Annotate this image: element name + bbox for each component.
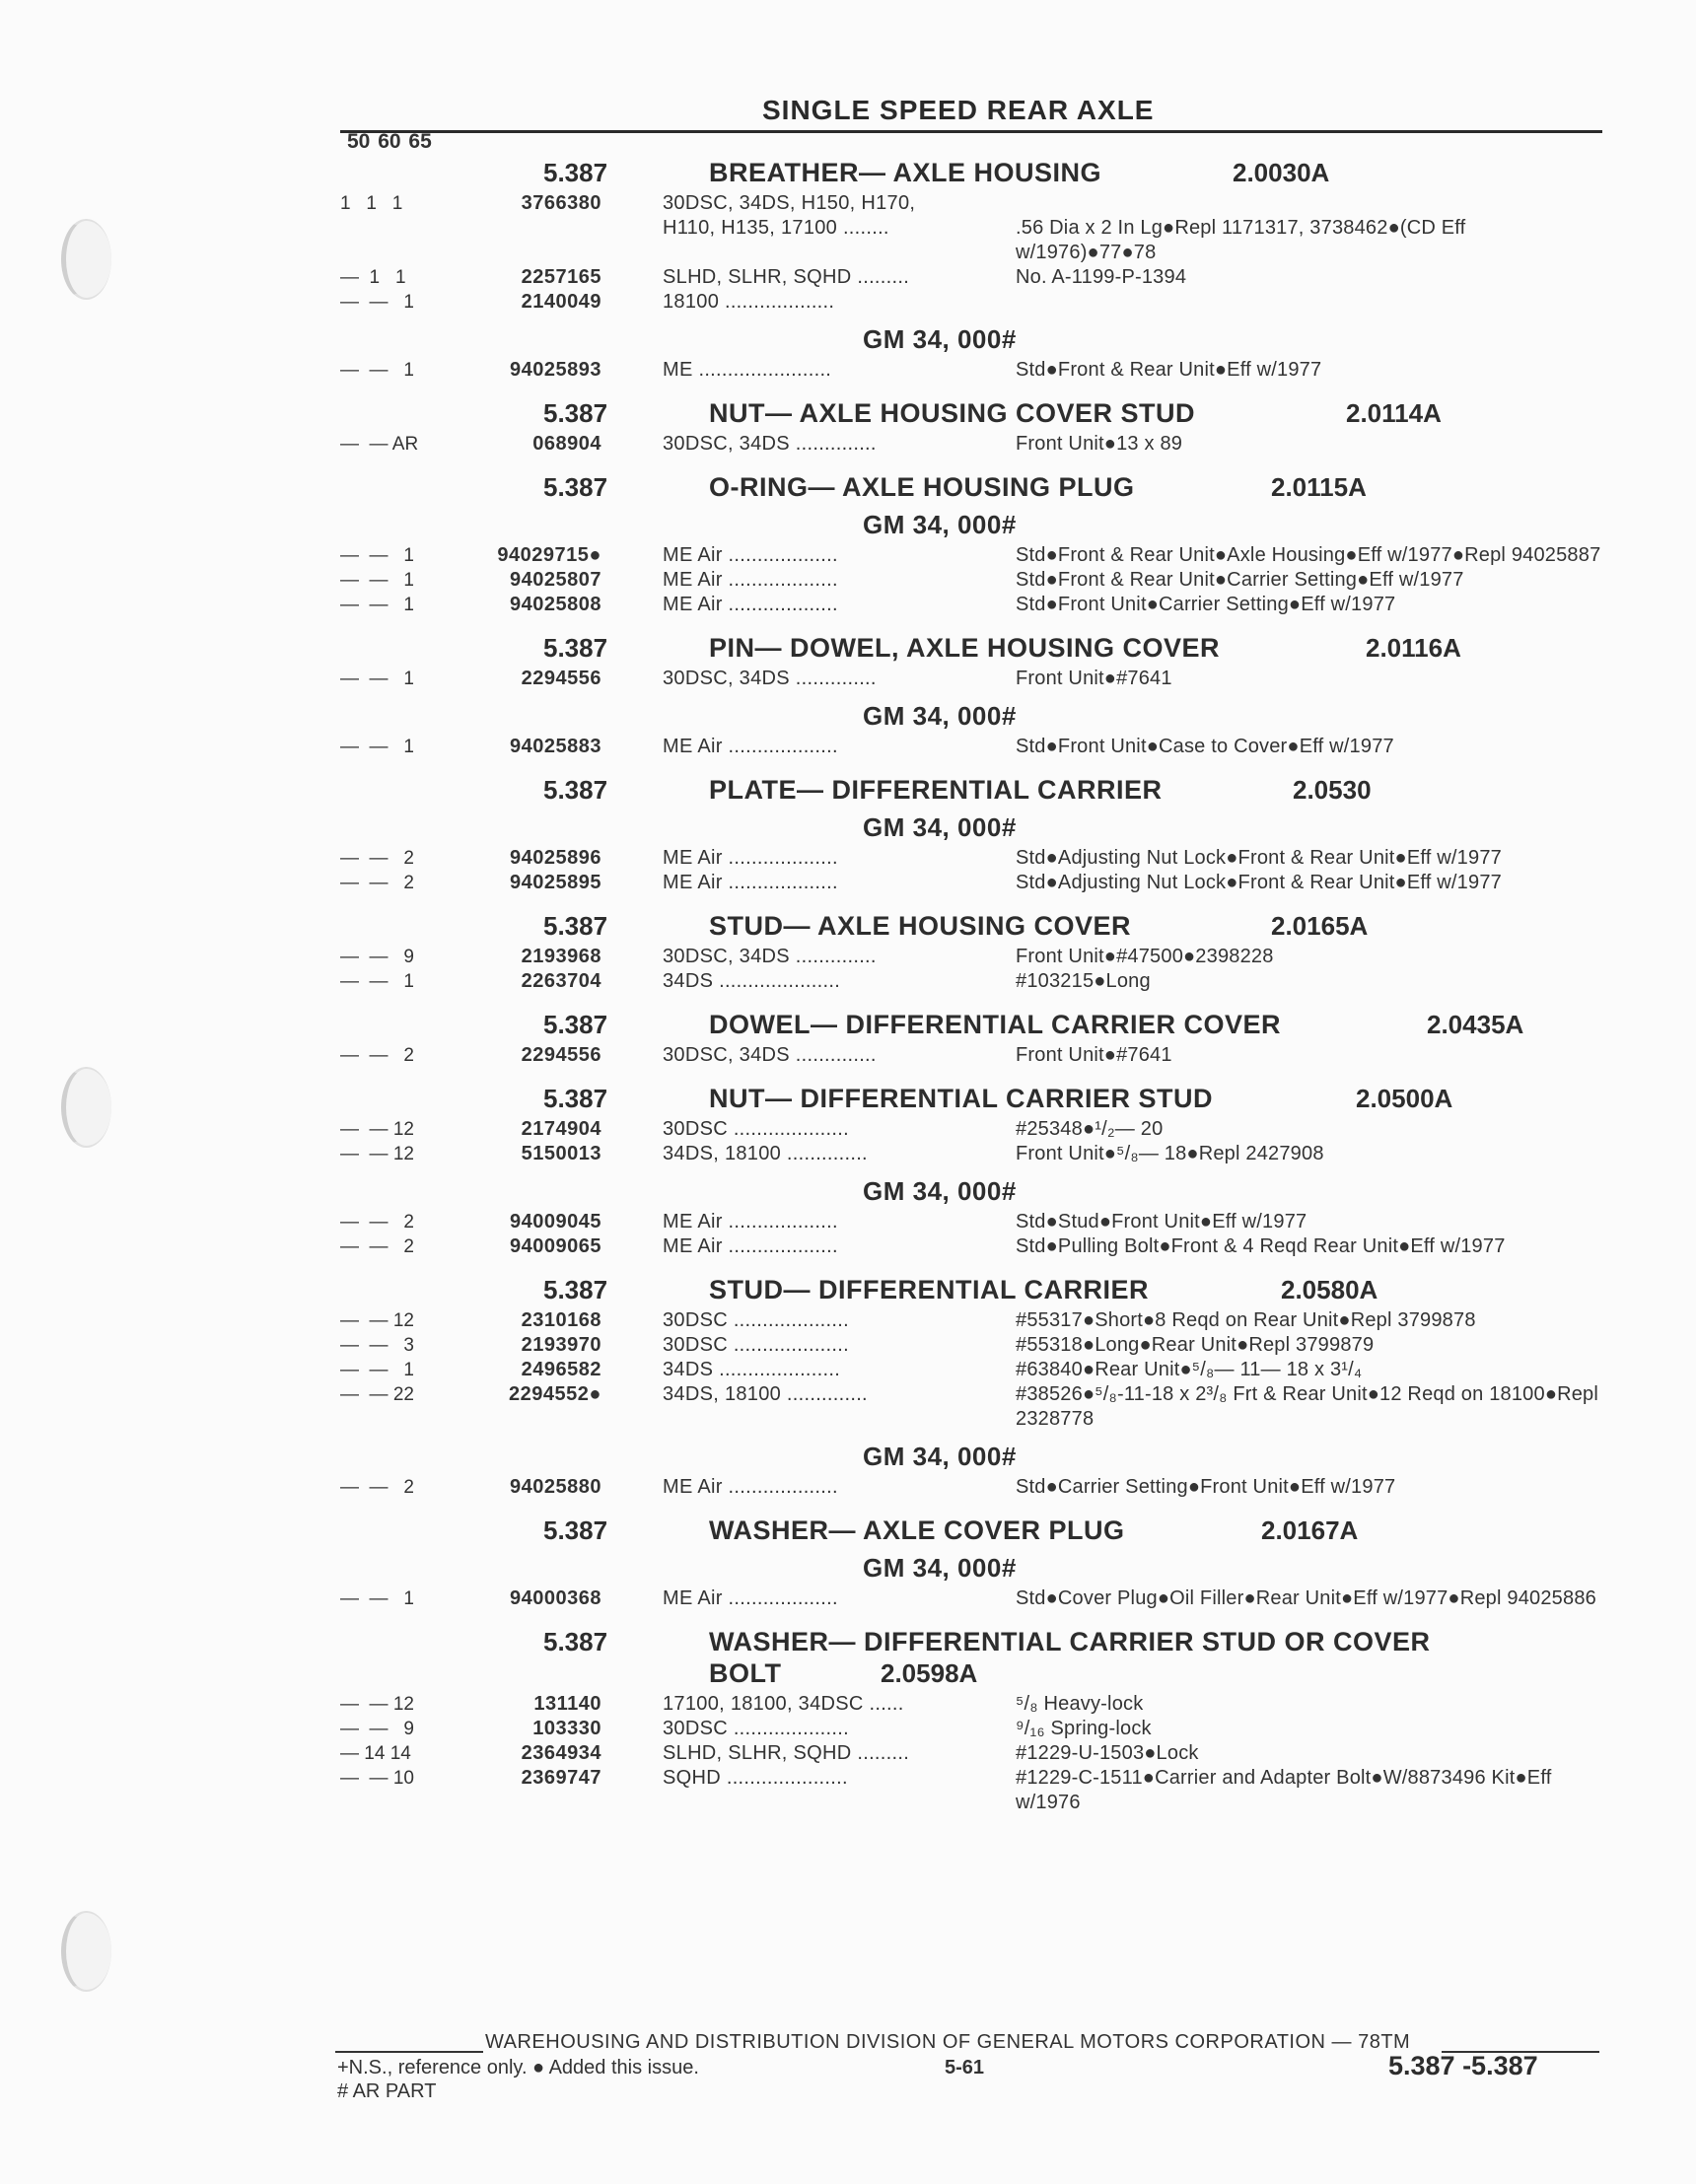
binder-hole <box>61 1911 111 1992</box>
model-application: SLHD, SLHR, SQHD ......... <box>663 266 910 288</box>
part-number: 94025893 <box>510 359 601 381</box>
gm-weight-heading <box>340 1549 1602 1586</box>
page-number: 5-61 <box>945 2057 985 2078</box>
model-application: ME Air ................... <box>663 544 838 566</box>
footer-ar-note: # AR PART <box>337 2080 437 2102</box>
section-name: STUD— DIFFERENTIAL CARRIER <box>709 1275 1150 1304</box>
section-code: 2.0030A <box>1233 158 1330 187</box>
model-application: SLHD, SLHR, SQHD ......... <box>663 1742 910 1764</box>
part-number: 2193970 <box>521 1334 601 1356</box>
quantity-columns: — — 1 <box>340 669 414 689</box>
section-code: 2.0580A <box>1281 1275 1378 1304</box>
section-heading <box>340 1617 1602 1692</box>
model-application: ME ....................... <box>663 359 832 381</box>
part-row <box>340 667 1602 691</box>
part-description: Std●Front & Rear Unit●Eff w/1977 <box>1016 359 1322 381</box>
section-name: NUT— AXLE HOUSING COVER STUD <box>709 398 1196 428</box>
gm-weight-label: GM 34, 000# <box>863 510 1017 539</box>
part-description: #38526●⁵/₈-11-18 x 2³/₈ Frt & Rear Unit●12 Reqd on 18100●Repl 2328778 <box>1016 1383 1599 1430</box>
part-number: 94025895 <box>510 872 601 893</box>
section-code: 2.0114A <box>1346 398 1442 428</box>
section-number: 5.387 <box>543 1515 608 1545</box>
part-description: #55318●Long●Rear Unit●Repl 3799879 <box>1016 1334 1375 1356</box>
section-code: 2.0500A <box>1356 1084 1453 1113</box>
section-code: 2.0167A <box>1261 1515 1359 1545</box>
part-row <box>340 290 1602 315</box>
quantity-columns: — — 1 <box>340 1588 414 1609</box>
quantity-columns: — — 1 <box>340 971 414 992</box>
section-heading <box>340 765 1602 809</box>
part-row <box>340 1766 1602 1815</box>
section-name: PIN— DOWEL, AXLE HOUSING COVER <box>709 633 1221 663</box>
part-description: Front Unit●#7641 <box>1016 668 1172 689</box>
footer-division: WAREHOUSING AND DISTRIBUTION DIVISION OF GENERAL MOTORS CORPORATION — 78TM <box>485 2031 1411 2053</box>
section-name: STUD— AXLE HOUSING COVER <box>709 911 1132 941</box>
part-row <box>340 1586 1602 1611</box>
part-description: No. A-1199-P-1394 <box>1016 266 1187 288</box>
model-application: ME Air ................... <box>663 594 838 615</box>
model-years: 50 60 65 <box>347 130 432 153</box>
section-number: 5.387 <box>543 1084 608 1113</box>
section-code: 2.0116A <box>1366 633 1461 663</box>
part-description: Std●Stud●Front Unit●Eff w/1977 <box>1016 1211 1307 1233</box>
section-name: BREATHER— AXLE HOUSING <box>709 158 1102 187</box>
model-application: ME Air ................... <box>663 736 838 757</box>
quantity-columns: — — 22 <box>340 1384 414 1405</box>
part-description: Front Unit●#7641 <box>1016 1044 1172 1066</box>
part-description: Std●Adjusting Nut Lock●Front & Rear Unit●Eff w/1977 <box>1016 872 1502 893</box>
part-description: Std●Adjusting Nut Lock●Front & Rear Unit●Eff w/1977 <box>1016 847 1502 869</box>
section-code: 2.0115A <box>1271 472 1367 502</box>
part-row <box>340 1142 1602 1166</box>
part-description: Front Unit●#47500●2398228 <box>1016 946 1274 967</box>
part-number: 2140049 <box>521 291 601 313</box>
part-row <box>340 265 1602 290</box>
part-description: Std●Front Unit●Case to Cover●Eff w/1977 <box>1016 736 1394 757</box>
model-application: ME Air ................... <box>663 847 838 869</box>
quantity-columns: — — 2 <box>340 1236 414 1257</box>
section-heading <box>340 1000 1602 1043</box>
quantity-columns: — — 1 <box>340 545 414 566</box>
quantity-columns: — — 10 <box>340 1768 414 1789</box>
part-row <box>340 1234 1602 1259</box>
gm-weight-heading <box>340 320 1602 358</box>
part-description: #103215●Long <box>1016 970 1151 992</box>
part-number: 94025880 <box>510 1476 601 1498</box>
gm-weight-heading <box>340 697 1602 735</box>
quantity-columns: — — 2 <box>340 1212 414 1233</box>
part-row <box>340 735 1602 759</box>
part-row <box>340 945 1602 969</box>
gm-weight-label: GM 34, 000# <box>863 1176 1017 1206</box>
model-application: SQHD ..................... <box>663 1767 848 1789</box>
part-row <box>340 358 1602 383</box>
section-heading <box>340 901 1602 945</box>
model-application: 17100, 18100, 34DSC ...... <box>663 1693 904 1715</box>
quantity-columns: — — 1 <box>340 292 414 313</box>
section-number: 5.387 <box>543 775 608 805</box>
part-row <box>340 1692 1602 1717</box>
section-code: 2.0598A <box>881 1658 978 1688</box>
section-name: WASHER— DIFFERENTIAL CARRIER STUD OR COVER <box>709 1627 1431 1656</box>
part-description: Std●Front & Rear Unit●Axle Housing●Eff w/1977●Repl 94025887 <box>1016 544 1601 566</box>
part-row <box>340 1043 1602 1068</box>
section-heading <box>340 462 1602 506</box>
model-application: 34DS, 18100 .............. <box>663 1383 868 1405</box>
model-application: 30DSC, 34DS .............. <box>663 1044 877 1066</box>
section-code: 2.0530 <box>1293 775 1372 805</box>
footer-note: +N.S., reference only. ● Added this issue. <box>337 2057 699 2078</box>
quantity-columns: — 14 14 <box>340 1743 411 1764</box>
section-heading <box>340 623 1602 667</box>
page-title: SINGLE SPEED REAR AXLE <box>762 95 1155 125</box>
part-number: 2263704 <box>521 970 601 992</box>
part-description: #1229-U-1503●Lock <box>1016 1742 1199 1764</box>
model-application: 30DSC .................... <box>663 1334 849 1356</box>
section-heading <box>340 388 1602 432</box>
section-number: 5.387 <box>543 158 608 187</box>
section-number: 5.387 <box>543 398 608 428</box>
section-name-continued: BOLT <box>709 1658 782 1688</box>
gm-weight-heading <box>340 1438 1602 1475</box>
quantity-columns: — — 2 <box>340 848 414 869</box>
part-description: #25348●¹/₂— 20 <box>1016 1118 1164 1140</box>
part-row <box>340 871 1602 895</box>
model-application: 30DSC, 34DS .............. <box>663 946 877 967</box>
gm-weight-heading <box>340 1172 1602 1210</box>
quantity-columns: — — 1 <box>340 360 414 381</box>
part-row <box>340 1717 1602 1741</box>
part-row <box>340 568 1602 593</box>
model-application: H110, H135, 17100 ........ <box>663 217 889 239</box>
quantity-columns: 1 1 1 <box>340 193 403 214</box>
part-number: 94025807 <box>510 569 601 591</box>
gm-weight-label: GM 34, 000# <box>863 1442 1017 1471</box>
part-number: 2364934 <box>521 1742 601 1764</box>
part-description: .56 Dia x 2 In Lg●Repl 1171317, 3738462●(CD Eff w/1976)●77●78 <box>1016 217 1466 263</box>
model-application: ME Air ................... <box>663 1235 838 1257</box>
section-code: 2.0435A <box>1427 1010 1524 1039</box>
binder-hole <box>61 219 111 300</box>
part-number: 94025896 <box>510 847 601 869</box>
part-description: Std●Pulling Bolt●Front & 4 Reqd Rear Unit●Eff w/1977 <box>1016 1235 1506 1257</box>
section-number: 5.387 <box>543 1010 608 1039</box>
section-number: 5.387 <box>543 1627 608 1656</box>
model-application: 30DSC .................... <box>663 1718 849 1739</box>
section-heading <box>340 1506 1602 1549</box>
part-number: 94025883 <box>510 736 601 757</box>
part-number: 131140 <box>533 1693 601 1715</box>
parts-list <box>340 148 1602 1821</box>
part-number: 2294552● <box>509 1383 601 1405</box>
model-application: ME Air ................... <box>663 569 838 591</box>
model-application: 30DSC .................... <box>663 1309 849 1331</box>
part-row <box>340 1475 1602 1500</box>
part-number: 3766380 <box>521 192 601 214</box>
model-application: 34DS, 18100 .............. <box>663 1143 868 1164</box>
section-heading <box>340 1265 1602 1308</box>
part-number: 2294556 <box>521 668 601 689</box>
part-number: 103330 <box>532 1718 601 1739</box>
part-number: 94000368 <box>510 1587 601 1609</box>
part-description: Std●Cover Plug●Oil Filler●Rear Unit●Eff w/1977●Repl 94025886 <box>1016 1587 1596 1609</box>
part-number: 2496582 <box>521 1359 601 1380</box>
part-description: ⁹/₁₆ Spring-lock <box>1016 1718 1152 1739</box>
model-application: ME Air ................... <box>663 872 838 893</box>
part-number: 2257165 <box>521 266 601 288</box>
section-code: 2.0165A <box>1271 911 1369 941</box>
section-heading <box>340 1074 1602 1117</box>
part-description: #1229-C-1511●Carrier and Adapter Bolt●W/8873496 Kit●Eff w/1976 <box>1016 1767 1552 1813</box>
part-description: Std●Carrier Setting●Front Unit●Eff w/1977 <box>1016 1476 1396 1498</box>
gm-weight-label: GM 34, 000# <box>863 701 1017 731</box>
header-rule <box>340 130 1602 133</box>
quantity-columns: — — AR <box>340 434 419 455</box>
quantity-columns: — — 9 <box>340 1719 414 1739</box>
model-application: 34DS ..................... <box>663 970 841 992</box>
gm-weight-label: GM 34, 000# <box>863 812 1017 842</box>
part-row <box>340 432 1602 457</box>
part-number: 94025808 <box>510 594 601 615</box>
part-row <box>340 1358 1602 1382</box>
part-row <box>340 1117 1602 1142</box>
part-row <box>340 969 1602 994</box>
section-number: 5.387 <box>543 633 608 663</box>
part-description: #55317●Short●8 Reqd on Rear Unit●Repl 3799878 <box>1016 1309 1476 1331</box>
quantity-columns: — 1 1 <box>340 267 406 288</box>
gm-weight-heading <box>340 506 1602 543</box>
part-number: 2310168 <box>521 1309 601 1331</box>
model-application: 18100 ................... <box>663 291 835 313</box>
part-description <box>1016 191 1607 216</box>
quantity-columns: — — 9 <box>340 947 414 967</box>
spacer <box>340 1815 1602 1821</box>
part-row <box>340 846 1602 871</box>
part-row <box>340 1333 1602 1358</box>
part-number: 2193968 <box>521 946 601 967</box>
part-description: Front Unit●13 x 89 <box>1016 433 1183 455</box>
section-name: O-RING— AXLE HOUSING PLUG <box>709 472 1135 502</box>
section-heading <box>340 148 1602 191</box>
section-name: PLATE— DIFFERENTIAL CARRIER <box>709 775 1163 805</box>
binder-hole <box>61 1067 111 1148</box>
quantity-columns: — — 12 <box>340 1310 414 1331</box>
part-description: Std●Front Unit●Carrier Setting●Eff w/1977 <box>1016 594 1396 615</box>
part-row <box>340 1382 1602 1432</box>
quantity-columns: — — 12 <box>340 1694 414 1715</box>
part-description: Front Unit●⁵/₈— 18●Repl 2427908 <box>1016 1143 1324 1164</box>
quantity-columns: — — 2 <box>340 873 414 893</box>
section-name: DOWEL— DIFFERENTIAL CARRIER COVER <box>709 1010 1282 1039</box>
footer-rule <box>335 2051 483 2053</box>
gm-weight-heading <box>340 809 1602 846</box>
part-number: 2369747 <box>521 1767 601 1789</box>
quantity-columns: — — 12 <box>340 1119 414 1140</box>
section-number: 5.387 <box>543 472 608 502</box>
model-application: 30DSC, 34DS, H150, H170, <box>663 192 916 214</box>
section-name: WASHER— AXLE COVER PLUG <box>709 1515 1125 1545</box>
part-description <box>1016 290 1607 315</box>
model-application: ME Air ................... <box>663 1476 838 1498</box>
part-row <box>340 543 1602 568</box>
section-range: 5.387 -5.387 <box>1388 2051 1538 2080</box>
model-application: ME Air ................... <box>663 1587 838 1609</box>
part-number: 5150013 <box>521 1143 601 1164</box>
quantity-columns: — — 1 <box>340 737 414 757</box>
model-application: ME Air ................... <box>663 1211 838 1233</box>
part-row <box>340 216 1602 265</box>
part-description: Std●Front & Rear Unit●Carrier Setting●Eff w/1977 <box>1016 569 1464 591</box>
quantity-columns: — — 1 <box>340 1360 414 1380</box>
part-number: 2294556 <box>521 1044 601 1066</box>
quantity-columns: — — 12 <box>340 1144 414 1164</box>
part-number: 94009065 <box>510 1235 601 1257</box>
part-description: #63840●Rear Unit●⁵/₈— 11— 18 x 3¹/₄ <box>1016 1359 1363 1380</box>
model-application: 30DSC .................... <box>663 1118 849 1140</box>
part-number: 068904 <box>532 433 601 455</box>
part-row <box>340 1741 1602 1766</box>
model-application: 34DS ..................... <box>663 1359 841 1380</box>
part-row <box>340 191 1602 216</box>
part-number: 2174904 <box>521 1118 601 1140</box>
part-number: 94029715● <box>497 544 601 566</box>
section-name: NUT— DIFFERENTIAL CARRIER STUD <box>709 1084 1213 1113</box>
model-application: 30DSC, 34DS .............. <box>663 668 877 689</box>
quantity-columns: — — 1 <box>340 570 414 591</box>
part-row <box>340 1308 1602 1333</box>
quantity-columns: — — 2 <box>340 1477 414 1498</box>
part-number: 94009045 <box>510 1211 601 1233</box>
part-row <box>340 593 1602 617</box>
part-row <box>340 1210 1602 1234</box>
section-number: 5.387 <box>543 911 608 941</box>
quantity-columns: — — 3 <box>340 1335 414 1356</box>
section-number: 5.387 <box>543 1275 608 1304</box>
gm-weight-label: GM 34, 000# <box>863 324 1017 354</box>
model-application: 30DSC, 34DS .............. <box>663 433 877 455</box>
gm-weight-label: GM 34, 000# <box>863 1553 1017 1583</box>
part-description: ⁵/₈ Heavy-lock <box>1016 1693 1144 1715</box>
quantity-columns: — — 1 <box>340 595 414 615</box>
quantity-columns: — — 2 <box>340 1045 414 1066</box>
